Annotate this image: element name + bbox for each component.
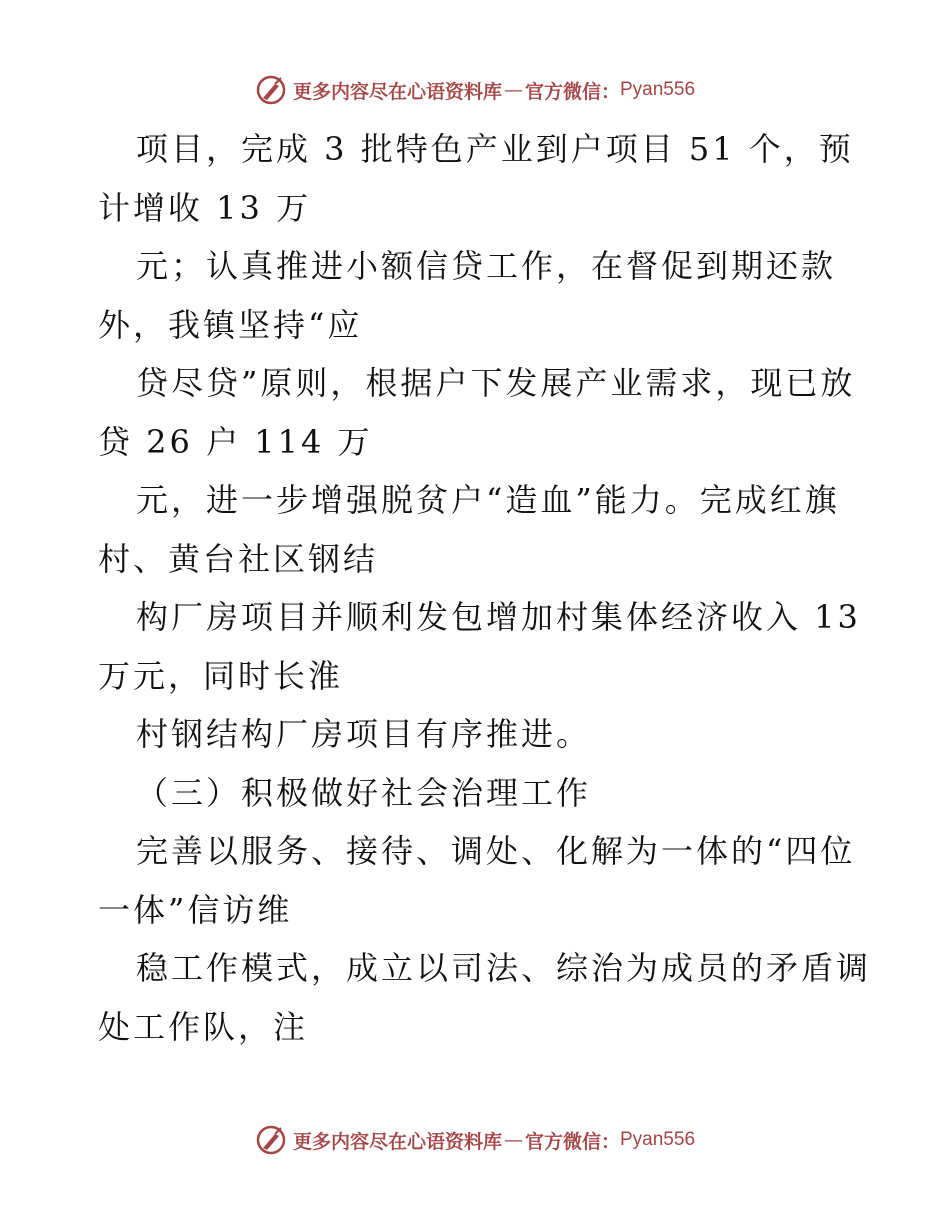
text-line: 完善以服务、接待、调处、化解为一体的“四位 [136, 832, 856, 870]
text-line: 项目，完成 3 批特色产业到户项目 51 个，预 [136, 130, 854, 168]
text-line: 贷尽贷”原则，根据户下发展产业需求，现已放 [136, 364, 856, 402]
watermark-dash: — [503, 79, 523, 101]
text-line: 稳工作模式，成立以司法、综治为成员的矛盾调 [136, 949, 872, 987]
text-line: 处工作队，注 [98, 1007, 309, 1046]
header-watermark [0, 70, 950, 110]
watermark-contact: 官方微信： [524, 1130, 620, 1153]
text-line: 村、黄台社区钢结 [98, 539, 379, 578]
text-line: 构厂房项目并顺利发包增加村集体经济收入 13 [136, 598, 861, 636]
footer-watermark [0, 1120, 950, 1160]
watermark-dash: — [503, 1129, 523, 1151]
text-line: 一体”信访维 [98, 890, 293, 929]
watermark-handle: Pyan556 [620, 1129, 696, 1150]
text-line: 贷 26 户 114 万 [98, 422, 373, 461]
quill-logo-icon [255, 74, 287, 106]
text-line: 元；认真推进小额信贷工作，在督促到期还款 [136, 247, 837, 285]
text-line: 村钢结构厂房项目有序推进。 [136, 715, 592, 753]
text-line: 外，我镇坚持“应 [98, 305, 363, 344]
watermark-contact: 官方微信： [524, 80, 620, 103]
text-line: （三）积极做好社会治理工作 [136, 773, 592, 812]
watermark-text: 更多内容尽在心语资料库 [292, 80, 502, 103]
watermark-text: 更多内容尽在心语资料库 [292, 1130, 502, 1153]
watermark-handle: Pyan556 [620, 79, 696, 100]
document-body [98, 120, 872, 1056]
text-line: 元，进一步增强脱贫户“造血”能力。完成红旗 [136, 481, 840, 519]
quill-logo-icon [255, 1124, 287, 1156]
text-line: 计增收 13 万 [98, 188, 312, 227]
text-line: 万元，同时长淮 [98, 656, 344, 695]
